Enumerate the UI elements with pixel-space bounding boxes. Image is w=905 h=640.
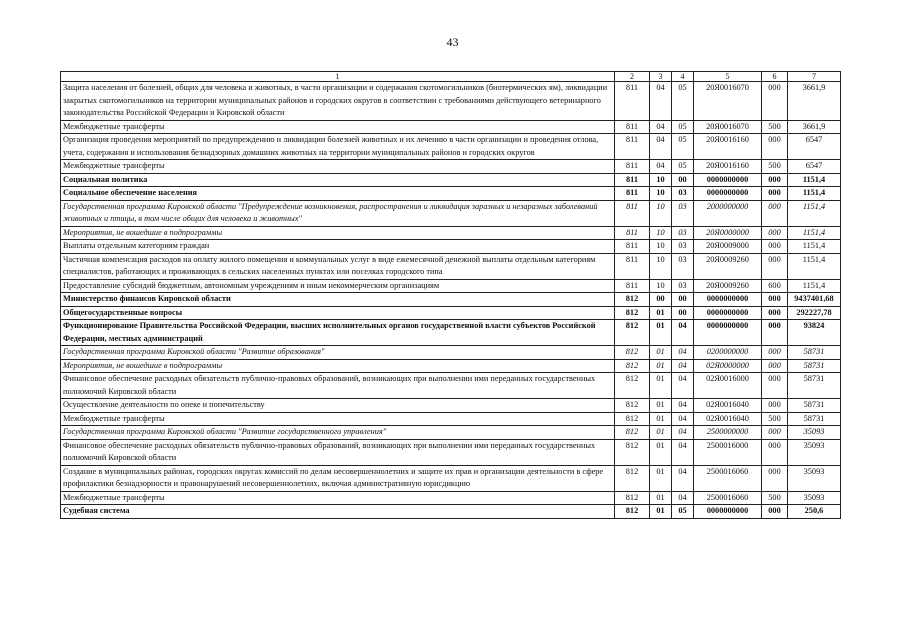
cell-agency-code: 812 — [615, 505, 650, 519]
cell-description: Социальная политика — [61, 173, 615, 187]
cell-subsection: 04 — [672, 426, 694, 440]
cell-description: Организация проведения мероприятий по предупреждению и ликвидации болезней животных и их лечению в части организации и проведения отлова, учета, содержания и использования безнадзорных домашних животных на территории муниципальных районов и городских округов — [61, 134, 615, 160]
cell-amount: 58731 — [788, 359, 841, 373]
cell-target-article: 2500016000 — [694, 439, 762, 465]
cell-expense-type: 500 — [762, 120, 788, 134]
cell-section: 01 — [650, 306, 672, 320]
cell-section: 10 — [650, 187, 672, 201]
cell-amount: 3661,9 — [788, 82, 841, 121]
cell-description: Защита населения от болезней, общих для человека и животных, в части организации и содержания скотомогильников (биотермических ям), ликвидации закрытых скотомогильников на территории муниципальных районов и городских округов в соответствии с требованиями действующего ветеринарного законодательства Российской Федерации и Кировской области — [61, 82, 615, 121]
cell-expense-type: 000 — [762, 359, 788, 373]
cell-subsection: 05 — [672, 134, 694, 160]
table-row — [61, 82, 841, 121]
cell-description: Государственная программа Кировской области "Развитие образования" — [61, 346, 615, 360]
header-cell-description: 1 — [61, 72, 615, 82]
cell-description: Межбюджетные трансферты — [61, 412, 615, 426]
cell-agency-code: 812 — [615, 306, 650, 320]
cell-agency-code: 811 — [615, 173, 650, 187]
cell-expense-type: 000 — [762, 134, 788, 160]
cell-agency-code: 811 — [615, 253, 650, 279]
cell-subsection: 04 — [672, 373, 694, 399]
cell-amount: 58731 — [788, 412, 841, 426]
cell-subsection: 03 — [672, 226, 694, 240]
cell-expense-type: 000 — [762, 426, 788, 440]
cell-section: 01 — [650, 359, 672, 373]
cell-amount: 1151,4 — [788, 253, 841, 279]
cell-subsection: 03 — [672, 279, 694, 293]
cell-section: 10 — [650, 226, 672, 240]
cell-agency-code: 811 — [615, 240, 650, 254]
cell-amount: 3661,9 — [788, 120, 841, 134]
cell-amount: 35093 — [788, 465, 841, 491]
cell-target-article: 20Я0009260 — [694, 253, 762, 279]
cell-amount: 1151,4 — [788, 173, 841, 187]
cell-agency-code: 812 — [615, 399, 650, 413]
table-row — [61, 491, 841, 505]
cell-description: Государственная программа Кировской области "Развитие государственного управления" — [61, 426, 615, 440]
cell-section: 01 — [650, 320, 672, 346]
cell-agency-code: 811 — [615, 226, 650, 240]
table-row — [61, 200, 841, 226]
cell-target-article: 20Я0016070 — [694, 120, 762, 134]
cell-section: 10 — [650, 253, 672, 279]
cell-section: 10 — [650, 240, 672, 254]
cell-description: Межбюджетные трансферты — [61, 491, 615, 505]
cell-amount: 6547 — [788, 134, 841, 160]
cell-amount: 1151,4 — [788, 187, 841, 201]
cell-agency-code: 811 — [615, 82, 650, 121]
cell-expense-type: 500 — [762, 412, 788, 426]
cell-amount: 35093 — [788, 439, 841, 465]
cell-expense-type: 500 — [762, 491, 788, 505]
cell-expense-type: 000 — [762, 253, 788, 279]
cell-subsection: 05 — [672, 505, 694, 519]
header-cell-expense-type: 6 — [762, 72, 788, 82]
header-cell-amount: 7 — [788, 72, 841, 82]
table-row — [61, 134, 841, 160]
cell-agency-code: 812 — [615, 346, 650, 360]
cell-expense-type: 500 — [762, 160, 788, 174]
cell-expense-type: 000 — [762, 320, 788, 346]
cell-target-article: 02Я0016040 — [694, 412, 762, 426]
table-row — [61, 412, 841, 426]
cell-target-article: 02Я0016000 — [694, 373, 762, 399]
cell-expense-type: 000 — [762, 399, 788, 413]
header-cell-target-article: 5 — [694, 72, 762, 82]
table-row — [61, 399, 841, 413]
cell-target-article: 0000000000 — [694, 306, 762, 320]
cell-subsection: 04 — [672, 412, 694, 426]
cell-subsection: 04 — [672, 359, 694, 373]
cell-expense-type: 000 — [762, 346, 788, 360]
cell-amount: 58731 — [788, 399, 841, 413]
cell-description: Общегосударственные вопросы — [61, 306, 615, 320]
cell-amount: 292227,78 — [788, 306, 841, 320]
cell-subsection: 03 — [672, 187, 694, 201]
cell-section: 01 — [650, 399, 672, 413]
cell-amount: 1151,4 — [788, 240, 841, 254]
cell-description: Судебная система — [61, 505, 615, 519]
cell-agency-code: 812 — [615, 320, 650, 346]
budget-table — [60, 71, 841, 519]
cell-subsection: 00 — [672, 173, 694, 187]
cell-target-article: 2500000000 — [694, 426, 762, 440]
cell-target-article: 2000000000 — [694, 200, 762, 226]
table-row — [61, 359, 841, 373]
cell-target-article: 02Я0000000 — [694, 359, 762, 373]
cell-description: Мероприятия, не вошедшие в подпрограммы — [61, 359, 615, 373]
cell-description: Предоставление субсидий бюджетным, автономным учреждениям и иным некоммерческим организациям — [61, 279, 615, 293]
table-row — [61, 465, 841, 491]
cell-section: 04 — [650, 120, 672, 134]
cell-target-article: 0000000000 — [694, 320, 762, 346]
cell-agency-code: 812 — [615, 359, 650, 373]
table-row — [61, 320, 841, 346]
cell-subsection: 03 — [672, 240, 694, 254]
table-row — [61, 226, 841, 240]
cell-description: Создание в муниципальных районах, городских округах комиссий по делам несовершеннолетних и защите их прав и организации деятельности в сфере профилактики безнадзорности и правонарушений несовершеннолетних, включая административную юрисдикцию — [61, 465, 615, 491]
cell-target-article: 20Я0009000 — [694, 240, 762, 254]
cell-amount: 35093 — [788, 426, 841, 440]
cell-agency-code: 812 — [615, 491, 650, 505]
cell-section: 04 — [650, 160, 672, 174]
cell-description: Межбюджетные трансферты — [61, 120, 615, 134]
table-row — [61, 505, 841, 519]
table-row — [61, 120, 841, 134]
cell-subsection: 00 — [672, 306, 694, 320]
cell-expense-type: 000 — [762, 465, 788, 491]
cell-expense-type: 600 — [762, 279, 788, 293]
cell-description: Государственная программа Кировской области "Предупреждение возникновения, распространения и ликвидация заразных и незаразных заболеваний животных и птицы, в том числе общих для человека и животных" — [61, 200, 615, 226]
table-row — [61, 426, 841, 440]
cell-subsection: 04 — [672, 346, 694, 360]
table-row — [61, 253, 841, 279]
cell-target-article: 20Я0016160 — [694, 160, 762, 174]
cell-amount: 6547 — [788, 160, 841, 174]
table-header-row — [61, 72, 841, 82]
table-row — [61, 187, 841, 201]
table-row — [61, 306, 841, 320]
cell-amount: 1151,4 — [788, 200, 841, 226]
cell-subsection: 00 — [672, 293, 694, 307]
cell-agency-code: 812 — [615, 412, 650, 426]
cell-agency-code: 811 — [615, 279, 650, 293]
table-row — [61, 173, 841, 187]
cell-agency-code: 811 — [615, 120, 650, 134]
cell-expense-type: 000 — [762, 240, 788, 254]
cell-amount: 58731 — [788, 373, 841, 399]
cell-subsection: 05 — [672, 82, 694, 121]
cell-amount: 93824 — [788, 320, 841, 346]
cell-section: 10 — [650, 200, 672, 226]
table-row — [61, 373, 841, 399]
cell-expense-type: 000 — [762, 293, 788, 307]
cell-agency-code: 812 — [615, 465, 650, 491]
cell-description: Осуществление деятельности по опеке и попечительству — [61, 399, 615, 413]
cell-expense-type: 000 — [762, 373, 788, 399]
cell-expense-type: 000 — [762, 82, 788, 121]
cell-agency-code: 811 — [615, 200, 650, 226]
cell-target-article: 02Я0016040 — [694, 399, 762, 413]
cell-subsection: 04 — [672, 491, 694, 505]
header-cell-section: 3 — [650, 72, 672, 82]
cell-section: 04 — [650, 134, 672, 160]
cell-agency-code: 811 — [615, 134, 650, 160]
cell-section: 01 — [650, 412, 672, 426]
cell-target-article: 2500016060 — [694, 465, 762, 491]
table-row — [61, 160, 841, 174]
page-number: 43 — [446, 35, 459, 49]
cell-agency-code: 812 — [615, 426, 650, 440]
cell-agency-code: 812 — [615, 293, 650, 307]
cell-agency-code: 811 — [615, 160, 650, 174]
cell-amount: 9437401,68 — [788, 293, 841, 307]
cell-target-article: 0200000000 — [694, 346, 762, 360]
table-row — [61, 279, 841, 293]
table-row — [61, 346, 841, 360]
cell-section: 01 — [650, 346, 672, 360]
cell-subsection: 05 — [672, 120, 694, 134]
cell-expense-type: 000 — [762, 439, 788, 465]
cell-section: 04 — [650, 82, 672, 121]
header-cell-subsection: 4 — [672, 72, 694, 82]
cell-subsection: 05 — [672, 160, 694, 174]
cell-section: 01 — [650, 505, 672, 519]
cell-target-article: 20Я0016070 — [694, 82, 762, 121]
cell-description: Министерство финансов Кировской области — [61, 293, 615, 307]
cell-description: Частичная компенсация расходов на оплату жилого помещения и коммунальных услуг в виде ежемесячной денежной выплаты отдельным категориям специалистов, работающих и проживающих в сельских населенных пунктах или поселках городского типа — [61, 253, 615, 279]
table-row — [61, 240, 841, 254]
cell-amount: 250,6 — [788, 505, 841, 519]
cell-expense-type: 000 — [762, 226, 788, 240]
cell-amount: 1151,4 — [788, 279, 841, 293]
cell-agency-code: 811 — [615, 187, 650, 201]
cell-subsection: 04 — [672, 439, 694, 465]
cell-section: 01 — [650, 465, 672, 491]
cell-target-article: 20Я0000000 — [694, 226, 762, 240]
cell-amount: 1151,4 — [788, 226, 841, 240]
table-row — [61, 439, 841, 465]
cell-expense-type: 000 — [762, 306, 788, 320]
cell-subsection: 03 — [672, 253, 694, 279]
cell-section: 01 — [650, 491, 672, 505]
cell-target-article: 0000000000 — [694, 293, 762, 307]
cell-section: 10 — [650, 279, 672, 293]
cell-agency-code: 812 — [615, 373, 650, 399]
cell-target-article: 20Я0009260 — [694, 279, 762, 293]
cell-section: 10 — [650, 173, 672, 187]
cell-section: 01 — [650, 373, 672, 399]
cell-description: Социальное обеспечение населения — [61, 187, 615, 201]
cell-description: Мероприятия, не вошедшие в подпрограммы — [61, 226, 615, 240]
cell-target-article: 2500016060 — [694, 491, 762, 505]
cell-subsection: 04 — [672, 465, 694, 491]
cell-description: Финансовое обеспечение расходных обязательств публично-правовых образований, возникающих при выполнении ими переданных государственных полномочий Кировской области — [61, 373, 615, 399]
cell-subsection: 04 — [672, 320, 694, 346]
cell-expense-type: 000 — [762, 187, 788, 201]
cell-description: Финансовое обеспечение расходных обязательств публично-правовых образований, возникающих при выполнении ими переданных государственных полномочий Кировской области — [61, 439, 615, 465]
cell-subsection: 04 — [672, 399, 694, 413]
cell-section: 01 — [650, 426, 672, 440]
cell-target-article: 0000000000 — [694, 173, 762, 187]
cell-target-article: 0000000000 — [694, 187, 762, 201]
cell-section: 00 — [650, 293, 672, 307]
table-row — [61, 293, 841, 307]
cell-description: Межбюджетные трансферты — [61, 160, 615, 174]
cell-target-article: 0000000000 — [694, 505, 762, 519]
cell-description: Функционирование Правительства Российской Федерации, высших исполнительных органов государственной власти субъектов Российской Федерации, местных администраций — [61, 320, 615, 346]
cell-agency-code: 812 — [615, 439, 650, 465]
cell-amount: 58731 — [788, 346, 841, 360]
cell-subsection: 03 — [672, 200, 694, 226]
cell-description: Выплаты отдельным категориям граждан — [61, 240, 615, 254]
cell-target-article: 20Я0016160 — [694, 134, 762, 160]
cell-expense-type: 000 — [762, 200, 788, 226]
cell-section: 01 — [650, 439, 672, 465]
header-cell-agency: 2 — [615, 72, 650, 82]
cell-expense-type: 000 — [762, 505, 788, 519]
cell-expense-type: 000 — [762, 173, 788, 187]
cell-amount: 35093 — [788, 491, 841, 505]
